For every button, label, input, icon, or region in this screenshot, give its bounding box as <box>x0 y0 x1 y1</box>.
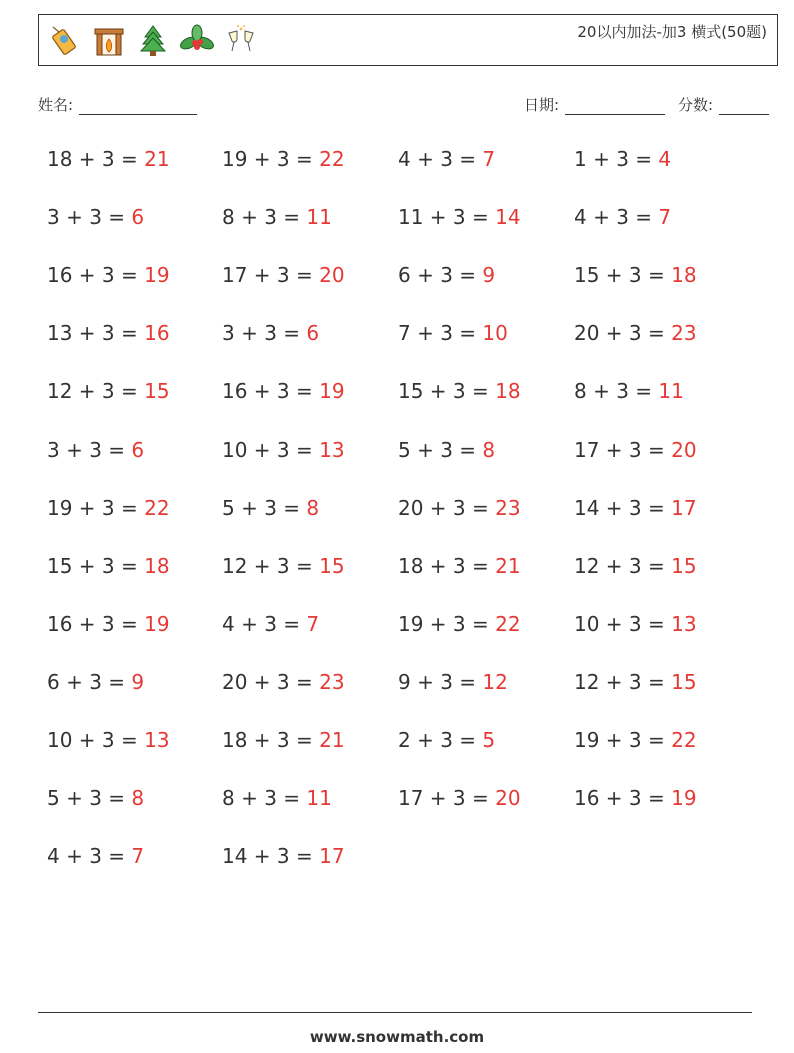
problem-answer: 21 <box>495 553 521 578</box>
problem-item <box>47 496 170 520</box>
problem-answer: 17 <box>319 844 345 869</box>
problem-question: 8 + 3 = <box>574 379 659 404</box>
problem-answer: 22 <box>144 495 170 520</box>
problem-item <box>574 321 697 345</box>
problem-question: 5 + 3 = <box>398 437 483 462</box>
problem-answer: 7 <box>482 147 496 171</box>
problem-answer: 7 <box>131 844 145 869</box>
score-label: 分数: <box>678 96 714 114</box>
problem-item <box>47 786 144 810</box>
problem-answer: 19 <box>144 611 170 636</box>
problem-item <box>398 786 521 810</box>
problem-question: 16 + 3 = <box>222 379 320 404</box>
problem-item <box>222 728 345 752</box>
problem-answer: 21 <box>319 728 345 752</box>
problem-item <box>398 147 495 171</box>
problem-item <box>47 205 144 229</box>
problem-question: 11 + 3 = <box>398 205 496 230</box>
name-blank <box>79 98 197 115</box>
date-label: 日期: <box>524 96 560 114</box>
problem-answer: 16 <box>144 321 170 346</box>
problem-question: 10 + 3 = <box>222 437 320 462</box>
problem-item <box>574 147 671 171</box>
problem-item <box>574 263 697 287</box>
problem-item <box>222 379 345 403</box>
problem-answer: 13 <box>144 728 170 752</box>
worksheet-title: 20以内加法-加3 横式(50题) <box>577 23 767 41</box>
problem-item <box>398 438 495 462</box>
name-label: 姓名: <box>38 96 74 114</box>
problem-answer: 6 <box>306 321 320 346</box>
problem-item <box>222 670 345 694</box>
problem-question: 7 + 3 = <box>398 321 483 346</box>
problem-item <box>574 670 697 694</box>
problem-answer: 19 <box>671 786 697 811</box>
problem-question: 20 + 3 = <box>574 321 672 346</box>
problem-question: 18 + 3 = <box>222 728 320 752</box>
problem-item <box>222 554 345 578</box>
problem-question: 12 + 3 = <box>574 669 672 694</box>
problem-item <box>222 612 319 636</box>
problem-item <box>47 263 170 287</box>
problem-answer: 12 <box>482 669 508 694</box>
problem-answer: 21 <box>144 147 170 171</box>
problem-answer: 19 <box>319 379 345 404</box>
problem-item <box>222 205 332 229</box>
problem-answer: 15 <box>319 553 345 578</box>
problem-answer: 23 <box>671 321 697 346</box>
problem-question: 4 + 3 = <box>398 147 483 171</box>
problem-item <box>398 321 508 345</box>
problem-item <box>47 844 144 868</box>
problem-question: 12 + 3 = <box>47 379 145 404</box>
problem-item <box>398 670 508 694</box>
problem-item <box>222 263 345 287</box>
problem-question: 17 + 3 = <box>222 263 320 288</box>
problem-answer: 23 <box>319 669 345 694</box>
problem-item <box>398 496 521 520</box>
problem-question: 19 + 3 = <box>574 728 672 752</box>
problem-answer: 22 <box>319 147 345 171</box>
problem-item <box>574 728 697 752</box>
problem-question: 16 + 3 = <box>574 786 672 811</box>
problem-question: 20 + 3 = <box>222 669 320 694</box>
problem-item <box>574 205 671 229</box>
champagne-glasses-icon <box>223 23 259 59</box>
problem-answer: 5 <box>482 728 496 752</box>
problem-item <box>574 612 697 636</box>
problem-item <box>398 379 521 403</box>
problem-answer: 7 <box>658 205 672 230</box>
problem-item <box>47 554 170 578</box>
problem-question: 1 + 3 = <box>574 147 659 171</box>
holly-icon <box>179 23 215 59</box>
problem-question: 2 + 3 = <box>398 728 483 752</box>
problem-question: 19 + 3 = <box>398 611 496 636</box>
problem-item <box>47 379 170 403</box>
problem-answer: 11 <box>306 205 332 230</box>
problem-item <box>222 844 345 868</box>
icon-row <box>47 21 259 61</box>
problem-question: 19 + 3 = <box>222 147 320 171</box>
date-blank <box>565 98 665 115</box>
problem-question: 4 + 3 = <box>222 611 307 636</box>
problem-question: 5 + 3 = <box>222 495 307 520</box>
problem-answer: 14 <box>495 205 521 230</box>
problem-answer: 20 <box>671 437 697 462</box>
problem-item <box>47 612 170 636</box>
problem-question: 12 + 3 = <box>574 553 672 578</box>
problem-answer: 10 <box>482 321 508 346</box>
problem-answer: 9 <box>131 669 145 694</box>
footer-divider <box>38 1012 752 1013</box>
problem-answer: 8 <box>131 786 145 811</box>
problem-question: 19 + 3 = <box>47 495 145 520</box>
problem-question: 4 + 3 = <box>574 205 659 230</box>
problem-question: 10 + 3 = <box>47 728 145 752</box>
problem-answer: 8 <box>482 437 496 462</box>
problem-item <box>398 612 521 636</box>
footer-url: www.snowmath.com <box>309 1028 485 1046</box>
problem-question: 15 + 3 = <box>47 553 145 578</box>
problem-item <box>222 438 345 462</box>
problem-answer: 22 <box>671 728 697 752</box>
problem-answer: 11 <box>658 379 684 404</box>
problem-item <box>222 496 319 520</box>
problem-answer: 7 <box>306 611 320 636</box>
problem-question: 10 + 3 = <box>574 611 672 636</box>
problem-question: 16 + 3 = <box>47 611 145 636</box>
problem-question: 18 + 3 = <box>398 553 496 578</box>
problem-item <box>398 554 521 578</box>
problem-answer: 6 <box>131 437 145 462</box>
problem-question: 5 + 3 = <box>47 786 132 811</box>
problem-question: 3 + 3 = <box>47 205 132 230</box>
problem-question: 8 + 3 = <box>222 205 307 230</box>
problem-question: 20 + 3 = <box>398 495 496 520</box>
christmas-tree-icon <box>135 23 171 59</box>
problem-answer: 19 <box>144 263 170 288</box>
score-blank <box>719 98 769 115</box>
problem-question: 16 + 3 = <box>47 263 145 288</box>
problem-question: 17 + 3 = <box>398 786 496 811</box>
date-field <box>524 94 665 115</box>
problem-question: 3 + 3 = <box>222 321 307 346</box>
problem-question: 14 + 3 = <box>222 844 320 869</box>
problem-question: 6 + 3 = <box>398 263 483 288</box>
problem-answer: 22 <box>495 611 521 636</box>
problem-question: 17 + 3 = <box>574 437 672 462</box>
problem-question: 15 + 3 = <box>398 379 496 404</box>
problem-answer: 23 <box>495 495 521 520</box>
problem-item <box>47 438 144 462</box>
problem-item <box>574 438 697 462</box>
problem-answer: 15 <box>671 553 697 578</box>
problem-item <box>222 786 332 810</box>
problem-item <box>574 379 684 403</box>
problem-item <box>574 786 697 810</box>
problem-question: 14 + 3 = <box>574 495 672 520</box>
problem-answer: 4 <box>658 147 672 171</box>
name-field <box>38 94 197 115</box>
problem-answer: 13 <box>319 437 345 462</box>
problem-item <box>47 670 144 694</box>
problem-answer: 13 <box>671 611 697 636</box>
problem-item <box>398 263 495 287</box>
problem-item <box>398 205 521 229</box>
problem-answer: 15 <box>671 669 697 694</box>
problem-answer: 18 <box>495 379 521 404</box>
problem-answer: 18 <box>144 553 170 578</box>
problem-question: 12 + 3 = <box>222 553 320 578</box>
problem-item <box>574 496 697 520</box>
problem-item <box>47 728 170 752</box>
header-box <box>38 14 778 66</box>
problem-question: 18 + 3 = <box>47 147 145 171</box>
gift-tag-icon <box>47 23 83 59</box>
problem-answer: 11 <box>306 786 332 811</box>
fireplace-icon <box>91 23 127 59</box>
problem-question: 4 + 3 = <box>47 844 132 869</box>
problem-answer: 8 <box>306 495 320 520</box>
problem-answer: 15 <box>144 379 170 404</box>
problem-question: 13 + 3 = <box>47 321 145 346</box>
problem-question: 6 + 3 = <box>47 669 132 694</box>
problem-item <box>222 147 345 171</box>
problem-question: 8 + 3 = <box>222 786 307 811</box>
problem-item <box>47 147 170 171</box>
problem-question: 3 + 3 = <box>47 437 132 462</box>
problem-answer: 6 <box>131 205 145 230</box>
problem-item <box>47 321 170 345</box>
problem-answer: 20 <box>319 263 345 288</box>
problem-answer: 9 <box>482 263 496 288</box>
problem-answer: 18 <box>671 263 697 288</box>
problem-answer: 20 <box>495 786 521 811</box>
problem-question: 15 + 3 = <box>574 263 672 288</box>
problem-question: 9 + 3 = <box>398 669 483 694</box>
problem-answer: 17 <box>671 495 697 520</box>
problem-item <box>574 554 697 578</box>
problem-item <box>222 321 319 345</box>
score-field <box>678 94 769 115</box>
problem-item <box>398 728 495 752</box>
